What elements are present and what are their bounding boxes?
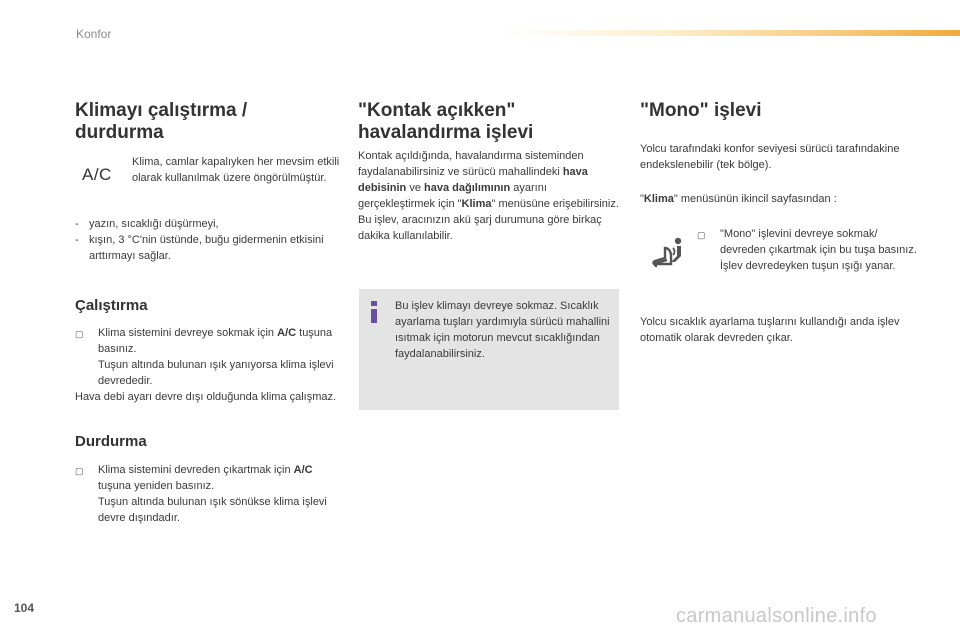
ventilation-text: Kontak açıldığında, havalandırma sisteminden faydalanabilirsiniz ve sürücü mahallindeki hava debisinin ve hava dağılımının ayarını gerçekleştirmek için "Klima" menüsüne erişebilirsiniz. Bu işlev, aracınızın akü şarj durumuna göre birkaç dakika kullanılabilir. <box>358 150 619 242</box>
ac-icon: A/C <box>82 165 112 184</box>
list-item: - kışın, 3 °C'nin üstünde, buğu gidermenin etkisini arttırmayı sağlar. <box>75 234 324 262</box>
pointer-bullet-icon: ▢ <box>697 230 706 240</box>
info-icon <box>370 301 378 323</box>
calistirma-note: Hava debi ayarı devre dışı olduğunda klima çalışmaz. <box>75 391 337 403</box>
info-text: Bu işlev klimayı devreye sokmaz. Sıcaklık ayarlama tuşları yardımıyla sürücü mahallini ısıtmak için motorun mevcut sıcaklığından faydalanabilirsiniz. <box>395 300 610 360</box>
list-item: ▢ "Mono" işlevini devreye sokmak/ devreden çıkartmak için bu tuşa basınız. İşlev devredeyken tuşun ışığı yanar. <box>697 228 917 272</box>
mono-menu-text: "Klima" menüsünün ikincil sayfasından : <box>640 193 837 205</box>
section-title-ventilation: "Kontak açıkken" havalandırma işlevi <box>358 100 534 143</box>
pointer-bullet-icon: ▢ <box>75 466 84 476</box>
pointer-bullet-icon: ▢ <box>75 329 84 339</box>
watermark: carmanualsonline.info <box>676 605 877 627</box>
ac-benefits-list <box>75 216 345 264</box>
mono-auto-off-text: Yolcu sıcaklık ayarlama tuşlarını kullandığı anda işlev otomatik olarak devreden çıkar. <box>640 316 900 344</box>
column-mono <box>640 100 915 346</box>
calistirma-block <box>75 325 345 405</box>
list-item: ▢ Klima sistemini devreye sokmak için A/C tuşuna basınız. Tuşun altında bulunan ışık yanıyorsa klima işlevi devrededir. <box>75 327 334 387</box>
page-number: 104 <box>14 601 35 615</box>
section-title-mono: "Mono" işlevi <box>640 100 762 121</box>
subsection-title-durdurma: Durdurma <box>75 433 147 450</box>
ac-intro-block <box>75 154 345 204</box>
dash-marker: - <box>75 234 79 246</box>
header-gradient-bar <box>500 30 960 36</box>
info-box <box>359 289 619 410</box>
list-item: - yazın, sıcaklığı düşürmeyi, <box>75 218 219 230</box>
durdurma-block <box>75 462 345 526</box>
mono-intro: Yolcu tarafındaki konfor seviyesi sürücü tarafındakine endekslenebilir (tek bölge). <box>640 143 900 171</box>
dash-marker: - <box>75 218 79 230</box>
mono-seat-button-icon <box>647 236 687 270</box>
column-ignition-ventilation <box>358 100 623 244</box>
section-label: Konfor <box>76 27 112 41</box>
column-ac-start-stop <box>75 100 345 526</box>
list-item: ▢ Klima sistemini devreden çıkartmak için A/C tuşuna yeniden basınız. Tuşun altında bulunan ışık sönükse klima işlevi devre dışındadır. <box>75 464 327 524</box>
ac-intro-text: Klima, camlar kapalıyken her mevsim etkili olarak kullanılmak üzere öngörülmüştür. <box>132 156 340 184</box>
subsection-title-calistirma: Çalıştırma <box>75 297 148 314</box>
mono-button-block <box>640 226 915 314</box>
section-title-ac: Klimayı çalıştırma / durdurma <box>75 100 248 143</box>
